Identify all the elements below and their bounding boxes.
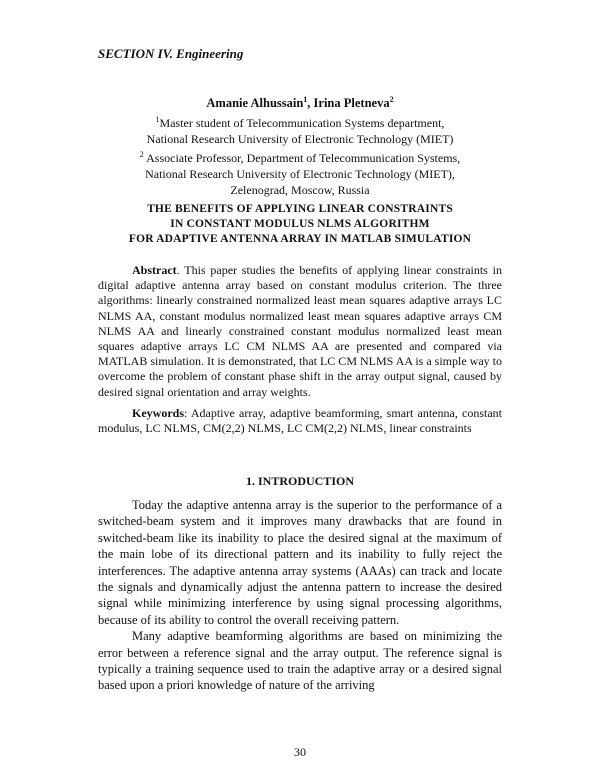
section-heading-introduction: 1. INTRODUCTION [245, 474, 354, 488]
affiliation-1-line-1: $^1$Master student of Telecommunication Systems department, [155, 115, 445, 130]
section-header: SECTION IV. Engineering [98, 46, 244, 61]
author-name-2: Irina Pletneva [313, 96, 390, 111]
keywords-text: : Adaptive array, adaptive beamforming, smart antenna, constant modulus, LC NLMS, CM(2,2) NLMS, LC CM(2,2) NLMS, linear constraints [98, 406, 502, 436]
affiliation-1-line-2: National Research University of Electronic Technology (MIET) [146, 132, 454, 146]
page-number: 30 [294, 745, 306, 759]
title-line-3: FOR ADAPTIVE ANTENNA ARRAY IN MATLAB SIMULATION [128, 233, 472, 245]
author-sup-2: 2 [389, 95, 394, 104]
affiliation-2-sup: 2 [139, 150, 144, 159]
author-sup-1: 1 [303, 95, 308, 104]
affiliations [98, 112, 502, 198]
affiliation-2-line-1: $^2$ Associate Professor, Department of Telecommunication Systems, [139, 150, 461, 165]
paper-title [98, 202, 502, 247]
affiliation-2-line-2: National Research University of Electronic Technology (MIET), [145, 167, 455, 181]
keywords-paragraph [98, 406, 502, 436]
author-separator: , [307, 96, 314, 111]
author-line [98, 95, 502, 111]
intro-paragraph-1: Today the adaptive antenna array is the superior to the performance of a switched-beam system and it improves many drawbacks that are found in switched-beam like its inability to place the desired signal at the maximum of the main lobe of its directional pattern and its inability to fully reject the interferences. The adaptive antenna array systems (AAAs) can track and locate the signals and dynamically adjust the antenna pattern to increase the desired signal while minimizing interference by using signal processing algorithms, because of its ability to control the overall receiving pattern. [98, 498, 502, 627]
affiliation-1-sup: 1 [155, 115, 160, 124]
affiliation-2-line-3: Zelenograd, Moscow, Russia [230, 183, 370, 197]
intro-paragraph-2: Many adaptive beamforming algorithms are based on minimizing the error between a reference signal and the array output. The reference signal is typically a training sequence used to train the adaptive array or a desired signal based upon a priori knowledge of nature of the arriving [98, 629, 502, 693]
title-line-1: THE BENEFITS OF APPLYING LINEAR CONSTRAINTS [147, 203, 453, 215]
introduction-body [98, 497, 502, 694]
abstract-label: Abstract [132, 263, 177, 277]
title-line-2: IN CONSTANT MODULUS NLMS ALGORITHM [170, 218, 430, 230]
author-name-1: Amanie Alhussain [206, 96, 304, 111]
abstract-paragraph [98, 263, 502, 400]
abstract-text: . This paper studies the benefits of applying linear constraints in digital adaptive antenna array based on constant modulus criterion. The three algorithms: linearly constrained normalized least mean squares adaptive arrays LC NLMS AA, constant modulus normalized least mean squares adaptive arrays CM NLMS AA and linearly constrained constant modulus normalized least mean squares adaptive arrays LC CM NLMS AA are presented and compared via MATLAB simulation. It is demonstrated, that LC CM NLMS AA is a simple way to overcome the problem of constant phase shift in the array output signal, caused by desired signal orientation and array weights. [98, 263, 502, 399]
keywords-label: Keywords [132, 406, 184, 420]
